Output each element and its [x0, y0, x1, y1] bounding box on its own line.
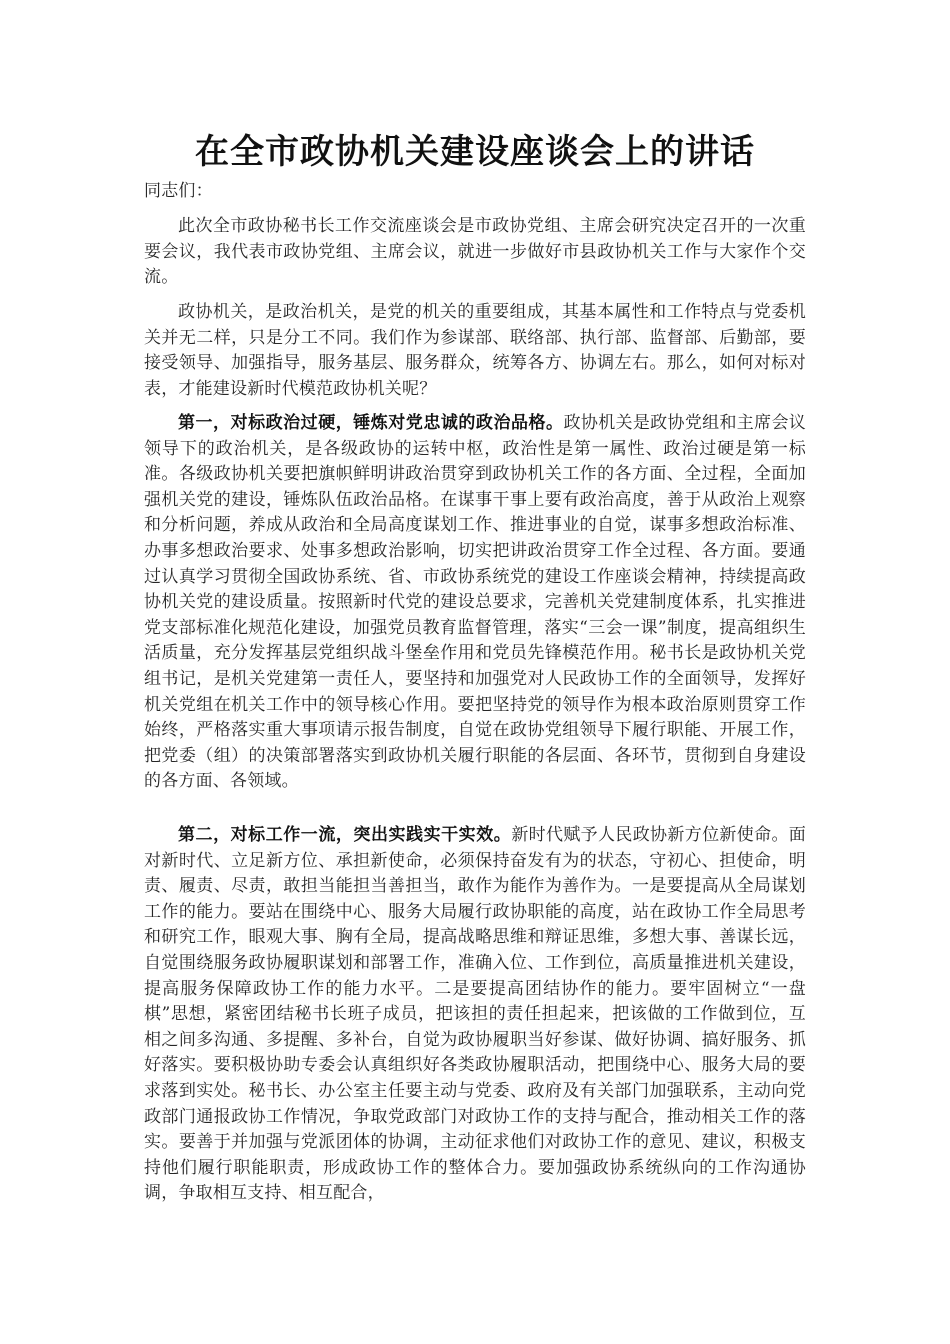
paragraph-4 — [144, 823, 806, 1207]
paragraph-3-text: 政协机关是政协党组和主席会议领导下的政治机关，是各级政协的运转中枢，政治性是第一属性、政治过硬是第一标准。各级政协机关要把旗帜鲜明讲政治贯穿到政协机关工作的各方面、全过程，全面加强机关党的建设，锤炼队伍政治品格。在谋事干事上要有政治高度，善于从政治上观察和分析问题，养成从政治和全局高度谋划工作、推进事业的自觉，谋事多想政治标准、办事多想政治要求、处事多想政治影响，切实把讲政治贯穿工作全过程、各方面。要通过认真学习贯彻全国政协系统、省、市政协系统党的建设工作座谈会精神，持续提高政协机关党的建设质量。按照新时代党的建设总要求，完善机关党建制度体系，扎实推进党支部标准化规范化建设，加强党员教育监督管理，落实“三会一课”制度，提高组织生活质量，充分发挥基层党组织战斗堡垒作用和党员先锋模范作用。秘书长是政协机关党组书记，是机关党建第一责任人，要坚持和加强党对人民政协工作的全面领导，发挥好机关党组在机关工作中的领导核心作用。要把坚持党的领导作为根本政治原则贯穿工作始终，严格落实重大事项请示报告制度，自觉在政协党组领导下履行职能、开展工作，把党委（组）的决策部署落实到政协机关履行职能的各层面、各环节，贯彻到自身建设的各方面、各领域。 — [144, 413, 806, 792]
paragraph-3 — [144, 411, 806, 795]
salutation: 同志们： — [144, 181, 213, 201]
paragraph-2 — [144, 300, 806, 402]
paragraph-2-text: 政协机关，是政治机关，是党的机关的重要组成，其基本属性和工作特点与党委机关并无二样，只是分工不同。我们作为参谋部、联络部、执行部、监督部、后勤部，要接受领导、加强指导，服务基层、服务群众，统筹各方、协调左右。那么，如何对标对表，才能建设新时代模范政协机关呢？ — [144, 302, 806, 399]
paragraph-4-text: 新时代赋予人民政协新方位新使命。面对新时代、立足新方位、承担新使命，必须保持奋发有为的状态，守初心、担使命，明责、履责、尽责，敢担当能担当善担当，敢作为能作为善作为。一是要提高从全局谋划工作的能力。要站在围绕中心、服务大局履行政协职能的高度，站在政协工作全局思考和研究工作，眼观大事、胸有全局，提高战略思维和辩证思维，多想大事、善谋长远，自觉围绕服务政协履职谋划和部署工作，准确入位、工作到位，高质量推进机关建设，提高服务保障政协工作的能力水平。二是要提高团结协作的能力。要牢固树立“一盘棋”思想，紧密团结秘书长班子成员，把该担的责任担起来，把该做的工作做到位，互相之间多沟通、多提醒、多补台，自觉为政协履职当好参谋、做好协调、搞好服务、抓好落实。要积极协助专委会认真组织好各类政协履职活动，把围绕中心、服务大局的要求落到实处。秘书长、办公室主任要主动与党委、政府及有关部门加强联系，主动向党政部门通报政协工作情况，争取党政部门对政协工作的支持与配合，推动相关工作的落实。要善于并加强与党派团体的协调，主动征求他们对政协工作的意见、建议，积极支持他们履行职能职责，形成政协工作的整体合力。要加强政协系统纵向的工作沟通协调，争取相互支持、相互配合， — [144, 825, 806, 1204]
document-title: 在全市政协机关建设座谈会上的讲话 — [195, 132, 755, 172]
paragraph-1-text: 此次全市政协秘书长工作交流座谈会是市政协党组、主席会研究决定召开的一次重要会议，我代表市政协党组、主席会议，就进一步做好市县政协机关工作与大家作个交流。 — [144, 216, 806, 288]
paragraph-3-lead: 第一，对标政治过硬，锤炼对党忠诚的政治品格。 — [178, 413, 564, 433]
paragraph-4-lead: 第二，对标工作一流，突出实践实干实效。 — [178, 825, 512, 845]
paragraph-1 — [144, 214, 806, 291]
